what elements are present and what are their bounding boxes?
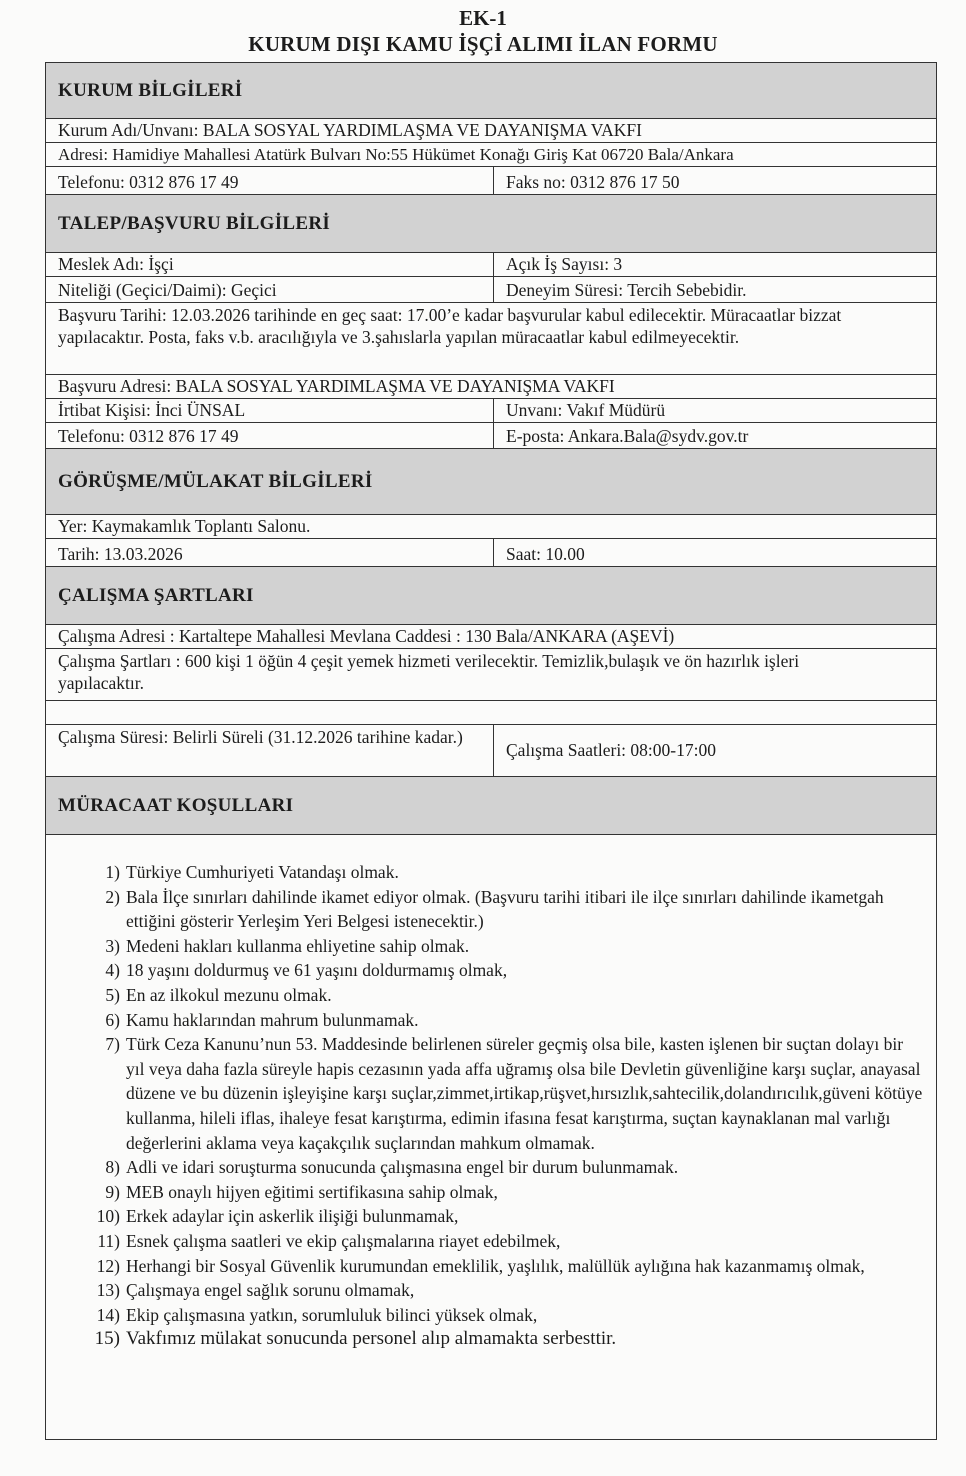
interview-place-row (46, 515, 936, 539)
occupation-name: Meslek Adı: İşçi (58, 254, 174, 274)
list-item-number: 6) (105, 1009, 120, 1030)
list-item-text: MEB onaylı hijyen eğitimi sertifikasına sahip olmak, (126, 1181, 498, 1202)
institution-address-row (46, 143, 936, 167)
contact-person: İrtibat Kişisi: İnci ÜNSAL (58, 400, 246, 420)
list-item-text: Türkiye Cumhuriyeti Vatandaşı olmak. (126, 862, 399, 882)
list-item-text: Türk Ceza Kanunu’nun 53. Maddesinde belirlenen süreler geçmiş olsa bile, kasten işlenen bir suçtan dolayı bir yıl veya daha fazla süreyle hapis cezasının yada affa uğramış olsa bile Devletin güvenliğine karşı suçlar, anayasal düzene ve bu düzenin işleyişine karşı suçlar,zimmet,irtikap,rüşvet,hırsızlık,sahtecilik,dolandırıcılık,güveni kötüye kullanma, hileli iflas, ihaleye fesat karıştırma, edimin ifasına fesat karıştırma, suçtan kaynaklanan mal varlığı değerlerini aklama veya kaçakçılık suçlarından mahkum olmamak. (126, 1034, 923, 1153)
list-item-number: 8) (105, 1157, 120, 1178)
application-address: Başvuru Adresi: BALA SOSYAL YARDIMLAŞMA VE DAYANIŞMA VAKFI (58, 376, 615, 396)
interview-place: Yer: Kaymakamlık Toplantı Salonu. (58, 516, 311, 536)
list-item-number: 14) (96, 1304, 120, 1325)
list-item-number: 11) (97, 1230, 120, 1251)
work-conditions: Çalışma Şartları : 600 kişi 1 öğün 4 çeşit yemek hizmeti verilecektir. Temizlik,bulaşık ve ön hazırlık işleri yapılacaktır. (58, 651, 800, 693)
list-item-text: Erkek adaylar için askerlik ilişiği bulunmamak, (126, 1206, 459, 1227)
list-item-text: Çalışmaya engel sağlık sorunu olmamak, (126, 1280, 415, 1301)
form-title: KURUM DIŞI KAMU İŞÇİ ALIMI İLAN FORMU (248, 32, 718, 56)
application-date-row (46, 303, 936, 375)
list-item-text: Vakfımız mülakat sonucunda personel alıp almamakta serbesttir. (126, 1328, 617, 1350)
list-item (84, 1032, 924, 1155)
institution-fax: Faks no: 0312 876 17 50 (493, 167, 938, 194)
list-item-number: 15) (94, 1328, 120, 1350)
application-address-row (46, 375, 936, 399)
contact-person-row (46, 399, 936, 423)
empty-row (46, 701, 936, 725)
open-positions: Açık İş Sayısı: 3 (493, 253, 938, 276)
list-item-number: 5) (105, 984, 120, 1005)
section-interview-header: GÖRÜŞME/MÜLAKAT BİLGİLERİ (46, 449, 936, 515)
list-item-text: Herhangi bir Sosyal Güvenlik kurumundan emeklilik, yaşlılık, malüllük aylığına hak kazanmamış olmak, (126, 1255, 865, 1276)
requirements-list (84, 860, 924, 1352)
list-item-number: 10) (96, 1206, 120, 1227)
list-item (84, 1008, 924, 1033)
list-item (84, 1303, 924, 1328)
work-address-row (46, 625, 936, 649)
form-annex-label: EK-1 (459, 6, 507, 30)
work-address: Çalışma Adresi : Kartaltepe Mahallesi Mevlana Caddesi : 130 Bala/ANKARA (AŞEVİ) (58, 626, 675, 646)
list-item-number: 2) (105, 886, 120, 907)
nature-row (46, 277, 936, 303)
list-item-number: 12) (96, 1255, 120, 1276)
job-nature: Niteliği (Geçici/Daimi): Geçici (58, 280, 277, 300)
list-item (84, 1204, 924, 1229)
list-item-text: En az ilkokul mezunu olmak. (126, 984, 332, 1005)
section-working-conditions-header: ÇALIŞMA ŞARTLARI (46, 567, 936, 625)
list-item-number: 13) (96, 1280, 120, 1301)
interview-time: Saat: 10.00 (493, 539, 938, 566)
list-item-text: Ekip çalışmasına yatkın, sorumluluk bilinci yüksek olmak, (126, 1304, 538, 1325)
list-item (84, 1180, 924, 1205)
institution-name: Kurum Adı/Unvanı: BALA SOSYAL YARDIMLAŞMA VE DAYANIŞMA VAKFI (58, 120, 642, 140)
list-item (84, 1278, 924, 1303)
work-duration-row (46, 725, 936, 777)
application-deadline: Başvuru Tarihi: 12.03.2026 tarihinde en geç saat: 17.00’e kadar başvurular kabul edilecektir. Müracaatlar bizzat yapılacaktır. Posta, faks v.b. aracılığıyla ve 3.şahıslarla yapılan müracaatlar kabul edilmeyecektir. (58, 305, 842, 347)
list-item-number: 3) (105, 935, 120, 956)
institution-phone: Telefonu: 0312 876 17 49 (58, 172, 239, 192)
list-item (84, 885, 924, 934)
contact-phone-row (46, 423, 936, 449)
work-conditions-row (46, 649, 936, 701)
occupation-row (46, 253, 936, 277)
list-item (84, 1155, 924, 1180)
list-item-text: Adli ve idari soruşturma sonucunda çalışmasına engel bir durum bulunmamak. (126, 1157, 679, 1178)
list-item-text: Medeni hakları kullanma ehliyetine sahip olmak. (126, 935, 470, 956)
list-item (84, 1327, 924, 1352)
list-item-number: 1) (105, 862, 120, 882)
interview-date: Tarih: 13.03.2026 (58, 544, 183, 564)
institution-address: Adresi: Hamidiye Mahallesi Atatürk Bulvarı No:55 Hükümet Konağı Giriş Kat 06720 Bala/Ankara (58, 145, 734, 164)
institution-name-row (46, 119, 936, 143)
list-item (84, 958, 924, 983)
list-item (84, 934, 924, 959)
section-application-header: TALEP/BAŞVURU BİLGİLERİ (46, 195, 936, 253)
contact-phone: Telefonu: 0312 876 17 49 (58, 426, 239, 446)
interview-date-row (46, 539, 936, 567)
list-item (84, 860, 924, 885)
list-item-number: 7) (105, 1034, 120, 1055)
list-item-number: 9) (105, 1181, 120, 1202)
list-item (84, 983, 924, 1008)
list-item-text: 18 yaşını doldurmuş ve 61 yaşını doldurmamış olmak, (126, 960, 508, 981)
section-institution-header: KURUM BİLGİLERİ (46, 63, 936, 119)
application-form (45, 62, 937, 1440)
list-item-number: 4) (105, 960, 120, 981)
institution-contact-row (46, 167, 936, 195)
list-item-text: Bala İlçe sınırları dahilinde ikamet ediyor olmak. (Başvuru tarihi itibari ile ilçe sınırları dahilinde ikametgah ettiğini gösterir Yerleşim Yeri Belgesi istenecektir.) (126, 886, 884, 932)
list-item-text: Kamu haklarından mahrum bulunmamak. (126, 1009, 419, 1030)
work-hours: Çalışma Saatleri: 08:00-17:00 (493, 725, 938, 776)
work-duration: Çalışma Süresi: Belirli Süreli (31.12.2026 tarihine kadar.) (58, 727, 463, 747)
contact-email: E-posta: Ankara.Bala@sydv.gov.tr (493, 423, 938, 448)
contact-title: Unvanı: Vakıf Müdürü (493, 399, 938, 422)
experience-requirement: Deneyim Süresi: Tercih Sebebidir. (493, 277, 938, 302)
section-requirements-header: MÜRACAAT KOŞULLARI (46, 777, 936, 835)
list-item (84, 1254, 924, 1279)
list-item (84, 1229, 924, 1254)
list-item-text: Esnek çalışma saatleri ve ekip çalışmalarına riayet edebilmek, (126, 1230, 561, 1251)
